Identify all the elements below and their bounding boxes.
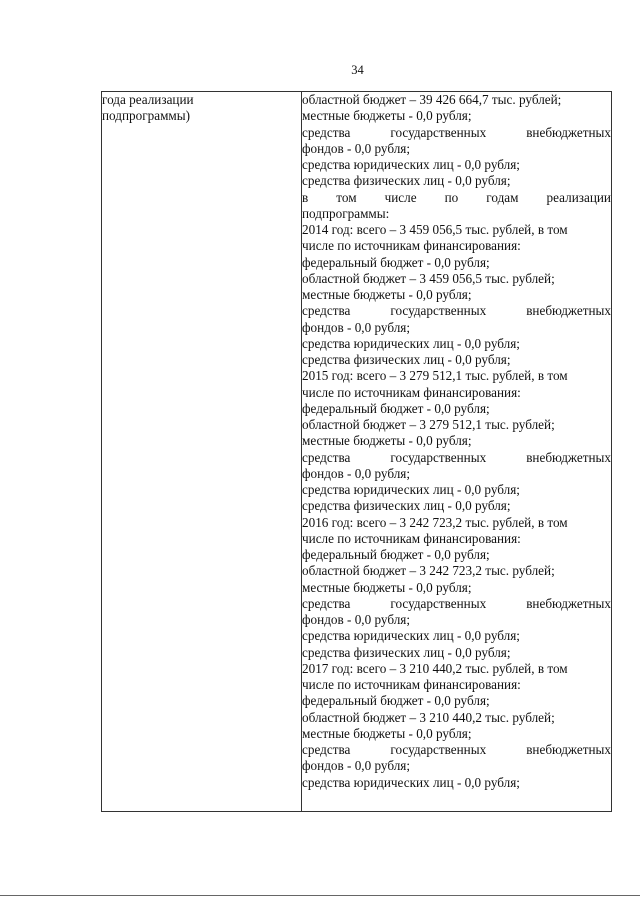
funding-line: средства государственных внебюджетных [302,124,611,140]
funding-line: средства физических лиц - 0,0 рубля; [302,173,511,189]
funding-line: фондов - 0,0 рубля; [302,612,411,627]
funding-line: местные бюджеты - 0,0 рубля; [302,725,472,741]
funding-line: областной бюджет – 3 459 056,5 тыс. рублей; [302,270,555,286]
funding-line: средства юридических лиц - 0,0 рубля; [302,628,520,644]
page-number: 34 [351,63,364,77]
funding-line: федеральный бюджет - 0,0 рубля; [302,547,490,562]
left-cell-line-1: года реализации [102,92,194,107]
funding-line: фондов - 0,0 рубля; [302,465,411,481]
funding-line: местные бюджеты - 0,0 рубля; [302,287,472,302]
funding-line: средства государственных внебюджетных [302,449,611,465]
right-cell [302,92,612,812]
funding-line: фондов - 0,0 рубля; [302,319,411,335]
funding-line: фондов - 0,0 рубля; [302,758,411,774]
funding-line: средства физических лиц - 0,0 рубля; [302,498,511,514]
funding-line: федеральный бюджет - 0,0 рубля; [302,400,490,416]
funding-line: федеральный бюджет - 0,0 рубля; [302,254,490,270]
funding-line: местные бюджеты - 0,0 рубля; [302,108,472,124]
funding-line: федеральный бюджет - 0,0 рубля; [302,693,490,709]
left-cell [102,92,302,812]
funding-line: 2016 год: всего – 3 242 723,2 тыс. рублей, в том [302,514,568,530]
funding-line: 2014 год: всего – 3 459 056,5 тыс. рублей, в том [302,222,568,237]
funding-table [101,91,612,812]
funding-line: местные бюджеты - 0,0 рубля; [302,579,472,595]
funding-line: фондов - 0,0 рубля; [302,140,411,156]
funding-line: подпрограммы: [302,205,390,221]
funding-line: числе по источникам финансирования: [302,238,521,254]
funding-line: средства физических лиц - 0,0 рубля; [302,644,511,660]
funding-line: числе по источникам финансирования: [302,677,521,692]
table-row [102,92,612,812]
funding-line: средства государственных внебюджетных [302,303,611,319]
funding-line: средства государственных внебюджетных [302,595,611,611]
funding-line: областной бюджет – 39 426 664,7 тыс. рублей; [302,92,562,107]
left-cell-line-2: подпрограммы) [102,108,191,124]
bottom-rule [0,895,640,896]
funding-line: числе по источникам финансирования: [302,384,521,400]
funding-line: числе по источникам финансирования: [302,530,521,546]
funding-line: средства юридических лиц - 0,0 рубля; [302,335,520,351]
funding-line: средства юридических лиц - 0,0 рубля; [302,157,520,172]
funding-line: в том числе по годам реализации [302,189,611,205]
funding-line: 2017 год: всего – 3 210 440,2 тыс. рублей, в том [302,660,568,676]
funding-line: областной бюджет – 3 210 440,2 тыс. рублей; [302,709,555,725]
funding-line: областной бюджет – 3 279 512,1 тыс. рублей; [302,417,555,432]
funding-line: средства государственных внебюджетных [302,742,611,757]
funding-line: местные бюджеты - 0,0 рубля; [302,433,472,449]
funding-line: средства физических лиц - 0,0 рубля; [302,352,511,367]
funding-line: средства юридических лиц - 0,0 рубля; [302,774,520,790]
funding-line: 2015 год: всего – 3 279 512,1 тыс. рублей, в том [302,368,568,384]
funding-line: средства юридических лиц - 0,0 рубля; [302,482,520,497]
funding-line: областной бюджет – 3 242 723,2 тыс. рублей; [302,563,555,579]
